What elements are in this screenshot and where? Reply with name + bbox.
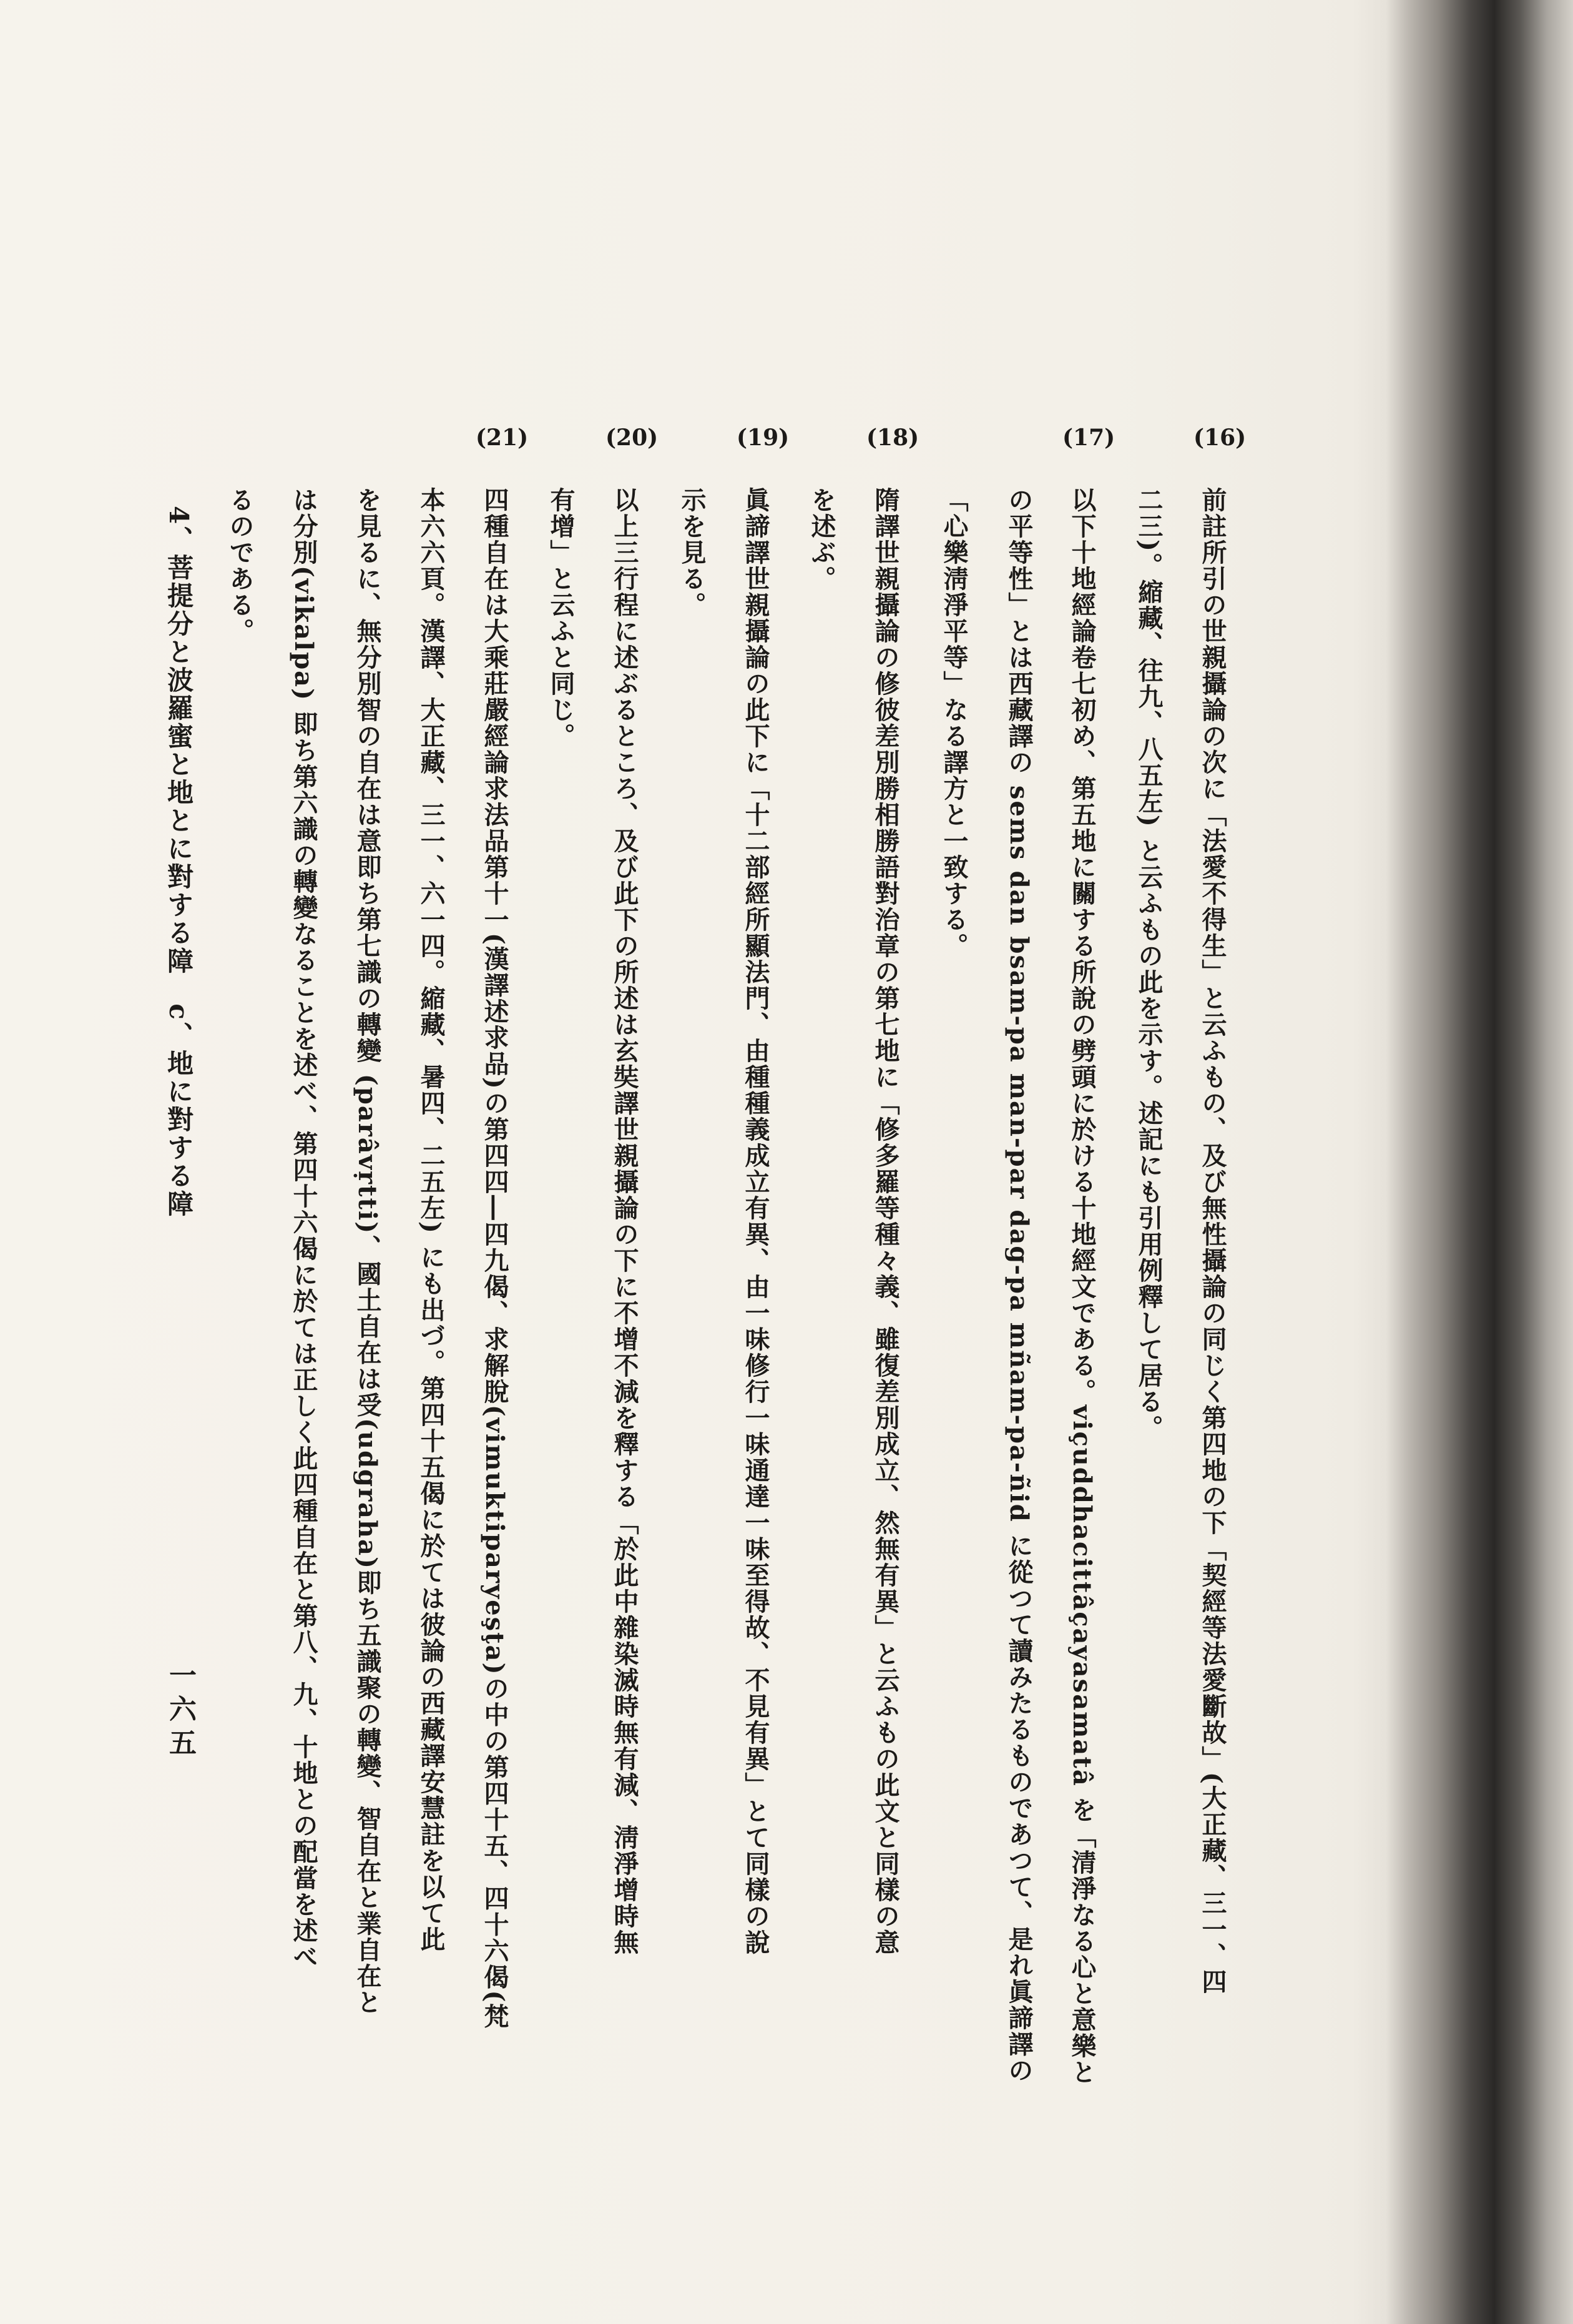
binding-gutter <box>1386 0 1573 2324</box>
note-20-line-2: 有增」と云ふと同じ。 <box>546 487 576 749</box>
note-17-line-1: 以下十地經論卷七初め、第五地に關する所說の劈頭に於ける十地經文である。viçuddhacittâçayasamatâ を「清淨なる心と意樂と <box>1067 487 1097 2085</box>
note-number-16: (16) <box>1193 425 1247 451</box>
note-number-19: (19) <box>737 425 790 451</box>
note-19-line-2: 示を見る。 <box>677 487 707 618</box>
note-21-line-5: るのである。 <box>225 487 255 644</box>
note-16-line-2: 二三)。縮藏、往九、八五左) と云ふもの此を示す。述記にも引用例釋して居る。 <box>1134 487 1164 1441</box>
note-17-line-3: 「心樂淸淨平等」なる譯方と一致する。 <box>939 487 969 959</box>
note-16-line-1: 前註所引の世親攝論の次に「法愛不得生」と云ふもの、及び無性攝論の同じく第四地の下「契經等法愛斷故」(大正藏、三一、四 <box>1198 487 1227 1995</box>
note-18-line-2: を述ぶ。 <box>807 487 836 592</box>
note-19-line-1: 眞諦譯世親攝論の此下に「十二部經所顯法門、由種種義成立有異、由一味修行一味通達一味至得故、不見有異」とて同樣の說 <box>741 487 770 1956</box>
section-heading: 4、菩提分と波羅蜜と地とに對する障 c、地に對する障 <box>164 506 194 1218</box>
note-21-line-1: 四種自在は大乘莊嚴經論求法品第十一(漢譯述求品)の第四四―四九偈、求解脫(vimuktiparyeşţa)の中の第四十五、四十六偈(梵 <box>480 487 509 2030</box>
note-17-line-2: の平等性」とは西藏譯の sems dan bsam-pa man-par dag-pa mñam-pa-ñid に從つて讀みたるものであつて、是れ眞諦譯の <box>1004 487 1034 2084</box>
note-number-21: (21) <box>476 425 529 451</box>
note-number-17: (17) <box>1062 425 1115 451</box>
note-18-line-1: 隋譯世親攝論の修彼差別勝相勝語對治章の第七地に「修多羅等種々義、雖復差別成立、然無有異」と云ふもの此文と同樣の意 <box>871 487 900 1956</box>
note-number-20: (20) <box>605 425 659 451</box>
note-21-line-2: 本六六頁。漢譯、大正藏、三一、六一四。縮藏、暑四、二五左) にも出づ。第四十五偈に於ては彼論の西藏譯安慧註を以て此 <box>416 487 446 1952</box>
note-21-line-3: を見るに、無分別智の自在は意即ち第七識の轉變 (parâvṛtti)、國土自在は受(udgraha)即ち五識聚の轉變、智自在と業自在と <box>353 487 382 2016</box>
note-20-line-1: 以上三行程に述ぶるところ、及び此下の所述は玄奘譯世親攝論の下に不增不減を釋する「於此中雜染滅時無有減、淸淨增時無 <box>610 487 639 1956</box>
page-number: 一六五 <box>164 1661 196 1762</box>
note-number-18: (18) <box>866 425 919 451</box>
note-21-line-4: は分別(vikalpa) 即ち第六識の轉變なることを述べ、第四十六偈に於ては正しく此四種自在と第八、九、十地との配當を述べ <box>289 487 318 1970</box>
